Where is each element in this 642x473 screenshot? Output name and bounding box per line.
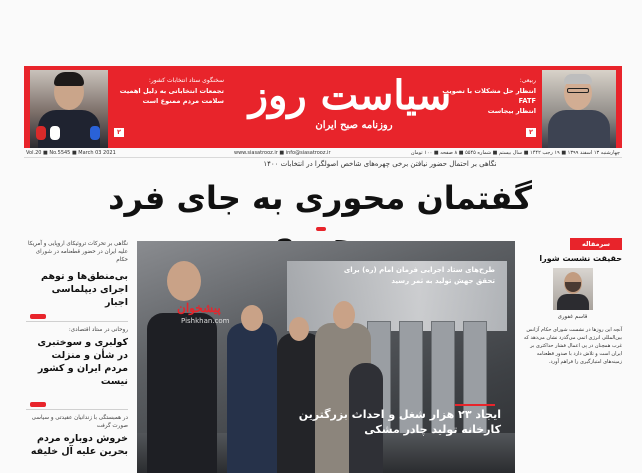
photo-caption-rule — [455, 404, 495, 406]
newspaper-logo: سیاست روز — [248, 72, 452, 119]
masthead-left-line-1: تجمعات انتخاباتی به دلیل اهمیت — [119, 87, 224, 95]
masthead-right-page-badge: ۲ — [526, 128, 536, 137]
newspaper-logo-subtitle: روزنامه صبح ایران — [315, 120, 393, 131]
left-news-page-marker — [30, 402, 46, 407]
masthead-left-page-badge: ۲ — [114, 128, 124, 137]
masthead-photo-left — [30, 70, 108, 148]
headline-page-marker — [316, 227, 326, 231]
left-news-title: بی‌منطق‌ها و توهم اجرای دیپلماسی اجبار — [41, 271, 128, 308]
masthead-right-kicker: ربیعی: — [519, 77, 536, 84]
editorial-body: آنچه این روزها در نشست شورای حکام آژانس بین‌المللی انرژی اتمی می‌گذرد نشان می‌دهد که غرب همچنان در پی اعمال فشار حداکثری بر ایران است و تلاش دارد با صدور قطعنامه زمینه‌های امتیازگیری را فراهم آورد. — [523, 327, 622, 365]
masthead-right-line-2: انتظار بیجاست — [487, 107, 536, 115]
pishkhan-watermark: پیشخوان — [177, 301, 221, 315]
left-news-kicker: در همبستگی با زندانیان عقیدتی و سیاسی صورت گرفت — [31, 415, 128, 429]
pishkhan-watermark-site: Pishkhan.com — [181, 317, 230, 325]
masthead-right-line-1: انتظار حل مشکلات با تصویب FATF — [442, 87, 536, 105]
issue-website[interactable]: www.siasatrooz.ir ■ info@siasatrooz.ir — [234, 150, 331, 156]
masthead-left-story[interactable] — [114, 76, 224, 106]
editorial-section-tag: سرمقاله — [570, 238, 622, 250]
left-news-item[interactable] — [26, 240, 128, 322]
masthead-left-line-2: سلامت مردم ممنوع است — [142, 97, 224, 105]
issue-date: چهارشنبه ۱۳ اسفند ۱۳۹۹ ■ ۱۹ رجب ۱۴۴۲ ■ سال بیستم ■ شماره ۵۵۴۵ ■ ۸ صفحه ■ ۱۰۰ تومان — [410, 150, 620, 156]
left-news-item[interactable] — [26, 414, 128, 473]
masthead-left-kicker: سخنگوی ستاد انتخابات کشور: — [148, 77, 224, 84]
editorial-title[interactable]: حقیقت نشست شورا — [539, 254, 622, 263]
main-news-photo[interactable] — [137, 241, 515, 473]
left-news-title: کولبری و سوختبری در شأن و منزلت مردم ایران و کشور نیست — [37, 337, 128, 387]
author-name: قاسم غفوری — [557, 314, 588, 320]
masthead-photo-right — [542, 70, 616, 148]
left-news-item[interactable] — [26, 326, 128, 410]
left-news-page-marker — [30, 314, 46, 319]
issue-info-bar — [24, 148, 622, 158]
main-headline[interactable]: گفتمان محوری به جای فرد — [108, 179, 532, 217]
left-news-kicker: نگاهی بر تحرکات تروئیکای اروپایی و آمریکا علیه ایران در حضور قطعنامه در شورای حکام — [27, 241, 128, 263]
photo-caption-top: طرح‌های ستاد اجرایی فرمان امام (ره) برای تحقق جهش تولید به ثمر رسید — [343, 266, 495, 285]
left-news-column — [26, 236, 128, 473]
headline-kicker: نگاهی بر احتمال حضور نیافتن برخی چهره‌های شاخص اصولگرا در انتخابات ۱۴۰۰ — [263, 160, 497, 168]
masthead — [24, 66, 622, 148]
left-news-kicker: روحانی در ستاد اقتصادی: — [68, 327, 128, 333]
masthead-right-story[interactable] — [424, 76, 536, 116]
left-news-title: خروش دوباره مردم بحرین علیه آل خلیفه — [30, 433, 128, 457]
issue-volume: Vol.20 ■ No.5545 ■ March 03 2021 — [26, 150, 116, 156]
editorial-column — [523, 238, 622, 473]
author-photo — [553, 268, 593, 310]
photo-caption-main: ایجاد ۲۳ هزار شغل و احداث بزرگترین کارخانه تولید چادر مشکی — [298, 408, 501, 436]
